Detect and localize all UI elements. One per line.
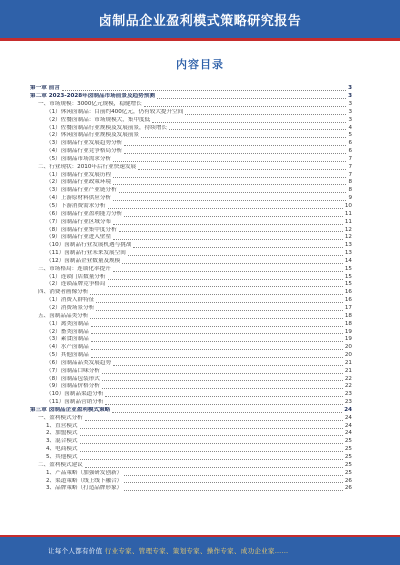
- toc-page-number: 23: [344, 391, 352, 398]
- toc-leader-dots: [157, 98, 346, 99]
- toc-entry[interactable]: [30, 414, 352, 422]
- toc-entry-label: （1）连锁门店数量分析: [46, 273, 106, 280]
- toc-heading: 内容目录: [176, 58, 224, 71]
- toc-leader-dots: [105, 404, 342, 405]
- toc-leader-dots: [91, 326, 343, 327]
- toc-page-number: 12: [344, 234, 352, 241]
- toc-leader-dots: [91, 357, 343, 358]
- toc-page-number: 24: [344, 422, 352, 429]
- toc-entry-label: 2、加盟模式: [46, 430, 78, 437]
- toc-entry[interactable]: [30, 352, 352, 360]
- toc-leader-dots: [113, 184, 346, 185]
- toc-entry-label: 一、市场规模：3000亿元规模，稳健增长: [38, 101, 142, 108]
- toc-page-number: 3: [348, 85, 352, 92]
- toc-page-number: 13: [344, 242, 352, 249]
- toc-entry-label: （1）卤制品行业发展历程: [46, 171, 112, 178]
- toc-leader-dots: [113, 177, 346, 178]
- toc-entry-label: （2）连锁品牌竞争格局: [46, 281, 106, 288]
- toc-entry[interactable]: [30, 391, 352, 399]
- toc-entry[interactable]: [30, 273, 352, 281]
- toc-leader-dots: [85, 420, 343, 421]
- toc-entry[interactable]: [30, 218, 352, 226]
- toc-entry[interactable]: [30, 265, 352, 273]
- toc-page-number: 7: [348, 155, 352, 162]
- toc-page-number: 16: [344, 297, 352, 304]
- toc-leader-dots: [124, 153, 346, 154]
- toc-page-number: 25: [344, 438, 352, 445]
- toc-entry-label: （11）卤制品营销分析: [46, 399, 104, 406]
- toc-entry[interactable]: [30, 211, 352, 219]
- toc-entry-label: （6）卤制品行业盈利能力分析: [46, 210, 123, 217]
- toc-entry[interactable]: [30, 258, 352, 266]
- toc-page-number: 25: [344, 461, 352, 468]
- toc-page-number: 6: [348, 148, 352, 155]
- toc-page-number: 20: [344, 352, 352, 359]
- toc-leader-dots: [124, 216, 343, 217]
- toc-page-number: 4: [348, 124, 352, 131]
- toc-page-number: 9: [348, 195, 352, 202]
- toc-leader-dots: [141, 137, 346, 138]
- toc-entry[interactable]: [30, 367, 352, 375]
- toc-entry-label: 第一章 前言: [30, 85, 60, 92]
- footer-lead: 让每个人都有价值: [48, 547, 103, 555]
- toc-entry-label: （3）卤制品行业发展趋势分析: [46, 140, 123, 147]
- toc-page-number: 25: [344, 469, 352, 476]
- toc-entry-label: 一、盈利模式分析: [38, 414, 83, 421]
- toc-leader-dots: [102, 373, 343, 374]
- toc-entry-label: 3、混合模式: [46, 438, 78, 445]
- toc-entry-label: （2）佐餐卤制品：市场规模大，集中度低: [46, 116, 151, 123]
- toc-leader-dots: [91, 349, 343, 350]
- toc-entry-label: （1）佐餐卤制品行业规模及发展前景，持续增长: [46, 124, 168, 131]
- toc-entry-label: 第三章 卤制品企业盈利模式策略: [30, 406, 111, 413]
- toc-entry-label: 1、直营模式: [46, 422, 78, 429]
- table-of-contents: [30, 85, 352, 493]
- toc-entry[interactable]: [30, 124, 352, 132]
- toc-entry[interactable]: [30, 446, 352, 454]
- toc-leader-dots: [185, 114, 346, 115]
- toc-entry[interactable]: [30, 360, 352, 368]
- toc-page-number: 24: [344, 430, 352, 437]
- toc-page-number: 16: [344, 289, 352, 296]
- toc-entry-label: 第二章 2023-2028年卤制品市场前景及趋势预测: [30, 93, 155, 100]
- toc-entry[interactable]: [30, 399, 352, 407]
- toc-page-number: 13: [344, 250, 352, 257]
- toc-entry-label: （5）其他卤制品: [46, 352, 89, 359]
- toc-leader-dots: [113, 271, 343, 272]
- toc-entry[interactable]: [30, 116, 352, 124]
- toc-page-number: 7: [348, 163, 352, 170]
- toc-leader-dots: [119, 192, 347, 193]
- toc-page-number: 25: [344, 446, 352, 453]
- toc-page-number: 20: [344, 344, 352, 351]
- toc-page-number: 8: [348, 187, 352, 194]
- toc-entry-label: （11）卤制品行业未来发展空间: [46, 250, 126, 257]
- toc-entry-label: 1、产品策略（加强研发创新）: [46, 469, 123, 476]
- toc-entry-label: 二、盈利模式建议: [38, 461, 83, 468]
- toc-entry-label: （8）卤制品行业集中度分析: [46, 226, 117, 233]
- toc-page-number: 23: [344, 399, 352, 406]
- toc-page-number: 21: [344, 359, 352, 366]
- toc-entry[interactable]: [30, 289, 352, 297]
- toc-entry[interactable]: [30, 320, 352, 328]
- toc-leader-dots: [108, 208, 343, 209]
- toc-entry[interactable]: [30, 132, 352, 140]
- toc-entry-label: （1）休闲卤制品：目前约400亿元，仍有较大提升空间: [46, 108, 184, 115]
- toc-entry-label: （3）素食卤制品: [46, 336, 89, 343]
- toc-entry-label: （4）水产卤制品: [46, 344, 89, 351]
- toc-entry-label: 二、行业现状：2010年后行业快速发展: [38, 163, 137, 170]
- toc-entry[interactable]: [30, 375, 352, 383]
- toc-leader-dots: [80, 428, 343, 429]
- toc-page-number: 14: [344, 257, 352, 264]
- toc-page-number: 26: [344, 477, 352, 484]
- toc-page-number: 26: [344, 485, 352, 492]
- toc-entry[interactable]: [30, 454, 352, 462]
- toc-leader-dots: [80, 443, 343, 444]
- toc-page-number: 18: [344, 312, 352, 319]
- toc-entry-label: （6）卤制品品类发展趋势: [46, 359, 112, 366]
- toc-entry[interactable]: [30, 163, 352, 171]
- toc-entry-label: （4）卤制品行业竞争格局分析: [46, 148, 123, 155]
- toc-page-number: 15: [344, 273, 352, 280]
- toc-entry[interactable]: [30, 148, 352, 156]
- toc-leader-dots: [144, 106, 347, 107]
- toc-entry[interactable]: [30, 156, 352, 164]
- toc-entry[interactable]: [30, 438, 352, 446]
- toc-entry[interactable]: [30, 101, 352, 109]
- toc-leader-dots: [113, 161, 346, 162]
- toc-page-number: 21: [344, 367, 352, 374]
- toc-entry-label: （5）下游消费需求分析: [46, 203, 106, 209]
- toc-entry[interactable]: [30, 469, 352, 477]
- toc-page-number: 3: [348, 93, 352, 100]
- toc-entry-label: （9）卤制品行业进入壁垒: [46, 234, 112, 241]
- toc-entry-label: （2）卤制品行业政策环境: [46, 179, 112, 186]
- toc-entry[interactable]: [30, 93, 352, 101]
- toc-entry-label: （2）休闲卤制品行业规模及发展前景: [46, 132, 140, 139]
- toc-entry[interactable]: [30, 383, 352, 391]
- toc-entry[interactable]: [30, 179, 352, 187]
- toc-entry-label: 4、电商模式: [46, 446, 78, 453]
- toc-leader-dots: [108, 279, 343, 280]
- toc-leader-dots: [119, 231, 343, 232]
- toc-leader-dots: [96, 310, 343, 311]
- toc-entry[interactable]: [30, 242, 352, 250]
- toc-entry-label: 五、卤制品品类分析: [38, 312, 89, 319]
- toc-entry-label: 3、品牌策略（打造品牌形象）: [46, 485, 123, 492]
- toc-page-number: 3: [348, 116, 352, 123]
- toc-entry[interactable]: [30, 171, 352, 179]
- toc-entry-label: （12）卤制品企业数量及规模: [46, 257, 121, 264]
- toc-entry[interactable]: [30, 477, 352, 485]
- toc-entry[interactable]: [30, 305, 352, 313]
- toc-page-number: 7: [348, 171, 352, 178]
- toc-page-number: 6: [348, 140, 352, 147]
- toc-entry-label: （2）畜类卤制品: [46, 328, 89, 335]
- toc-entry[interactable]: [30, 336, 352, 344]
- toc-leader-dots: [113, 365, 343, 366]
- toc-leader-dots: [102, 380, 343, 381]
- toc-page-number: 8: [348, 179, 352, 186]
- toc-leader-dots: [91, 333, 343, 334]
- toc-entry-label: （7）卤制品行业区域分布: [46, 218, 112, 225]
- toc-page-number: 19: [344, 336, 352, 343]
- toc-page-number: 24: [344, 406, 352, 413]
- toc-page-number: 24: [344, 414, 352, 421]
- footer-slogan: [48, 546, 288, 555]
- toc-page-number: 5: [348, 132, 352, 139]
- page-header: [0, 0, 400, 42]
- toc-entry-label: （7）卤制品口味分析: [46, 367, 100, 374]
- toc-leader-dots: [152, 122, 346, 123]
- toc-leader-dots: [62, 90, 346, 91]
- toc-leader-dots: [133, 247, 342, 248]
- page-footer: [0, 535, 400, 565]
- toc-entry[interactable]: [30, 328, 352, 336]
- toc-entry[interactable]: [30, 312, 352, 320]
- toc-entry-label: （10）卤制品渠道分析: [46, 391, 104, 398]
- toc-entry-label: 5、其他模式: [46, 454, 78, 460]
- toc-leader-dots: [112, 412, 342, 413]
- toc-entry[interactable]: [30, 85, 352, 93]
- toc-leader-dots: [108, 286, 343, 287]
- toc-page-number: 18: [344, 320, 352, 327]
- toc-entry[interactable]: [30, 297, 352, 305]
- toc-page-number: 22: [344, 383, 352, 390]
- toc-entry[interactable]: [30, 226, 352, 234]
- toc-entry-label: （10）卤制品行业发展机遇与挑战: [46, 242, 132, 249]
- toc-leader-dots: [124, 145, 346, 146]
- toc-entry-label: （1）消费人群特征: [46, 297, 95, 304]
- toc-leader-dots: [124, 490, 343, 491]
- toc-page-number: 17: [344, 304, 352, 311]
- toc-leader-dots: [85, 467, 343, 468]
- toc-entry[interactable]: [30, 485, 352, 493]
- toc-entry[interactable]: [30, 187, 352, 195]
- toc-entry[interactable]: [30, 140, 352, 148]
- toc-leader-dots: [80, 451, 343, 452]
- toc-page-number: 3: [348, 108, 352, 115]
- toc-entry[interactable]: [30, 203, 352, 211]
- toc-page-number: 25: [344, 454, 352, 460]
- toc-entry-label: 三、市场格局：连锁化率提升: [38, 265, 111, 272]
- toc-page-number: 19: [344, 328, 352, 335]
- toc-page-number: 11: [344, 218, 352, 225]
- toc-leader-dots: [169, 129, 346, 130]
- toc-leader-dots: [102, 388, 343, 389]
- toc-entry-label: （4）上游原材料供应分析: [46, 195, 112, 202]
- toc-leader-dots: [122, 263, 343, 264]
- toc-page-number: 11: [344, 210, 352, 217]
- toc-leader-dots: [124, 475, 343, 476]
- toc-entry-label: （2）消费场景分析: [46, 304, 95, 311]
- toc-leader-dots: [90, 318, 343, 319]
- toc-leader-dots: [90, 294, 343, 295]
- toc-leader-dots: [124, 482, 343, 483]
- toc-page-number: 10: [344, 203, 352, 209]
- toc-entry-label: 四、消费者画像分析: [38, 289, 89, 296]
- toc-entry[interactable]: [30, 422, 352, 430]
- toc-entry[interactable]: [30, 250, 352, 258]
- toc-entry-label: （3）卤制品行业产业链分析: [46, 187, 117, 194]
- toc-entry[interactable]: [30, 462, 352, 470]
- toc-entry[interactable]: [30, 407, 352, 415]
- toc-entry-label: （8）卤制品包装形式: [46, 375, 100, 382]
- toc-leader-dots: [128, 255, 343, 256]
- toc-page-number: 3: [348, 101, 352, 108]
- toc-entry-label: （5）卤制品市场需求分析: [46, 155, 112, 162]
- toc-page-number: 22: [344, 375, 352, 382]
- toc-entry[interactable]: [30, 281, 352, 289]
- toc-entry-label: （9）卤制品价格分析: [46, 383, 100, 390]
- toc-leader-dots: [91, 341, 343, 342]
- toc-leader-dots: [96, 302, 343, 303]
- toc-leader-dots: [80, 435, 343, 436]
- footer-tagline: 行业专家、管理专家、策划专家、操作专家、成功企业家……: [104, 547, 289, 555]
- document-title: 卤制品企业盈利模式策略研究报告: [98, 14, 302, 29]
- toc-leader-dots: [113, 224, 343, 225]
- toc-page-number: 12: [344, 226, 352, 233]
- toc-entry-label: （1）禽类卤制品: [46, 320, 89, 327]
- toc-page-number: 15: [344, 281, 352, 288]
- toc-leader-dots: [113, 200, 346, 201]
- toc-leader-dots: [138, 169, 346, 170]
- toc-entry[interactable]: [30, 195, 352, 203]
- toc-entry[interactable]: [30, 234, 352, 242]
- toc-entry-label: 2、渠道策略（线上线下融合）: [46, 477, 123, 484]
- toc-entry[interactable]: [30, 430, 352, 438]
- toc-leader-dots: [80, 459, 343, 460]
- toc-entry[interactable]: [30, 344, 352, 352]
- toc-leader-dots: [113, 239, 343, 240]
- toc-leader-dots: [105, 396, 342, 397]
- toc-page-number: 15: [344, 265, 352, 272]
- toc-entry[interactable]: [30, 109, 352, 117]
